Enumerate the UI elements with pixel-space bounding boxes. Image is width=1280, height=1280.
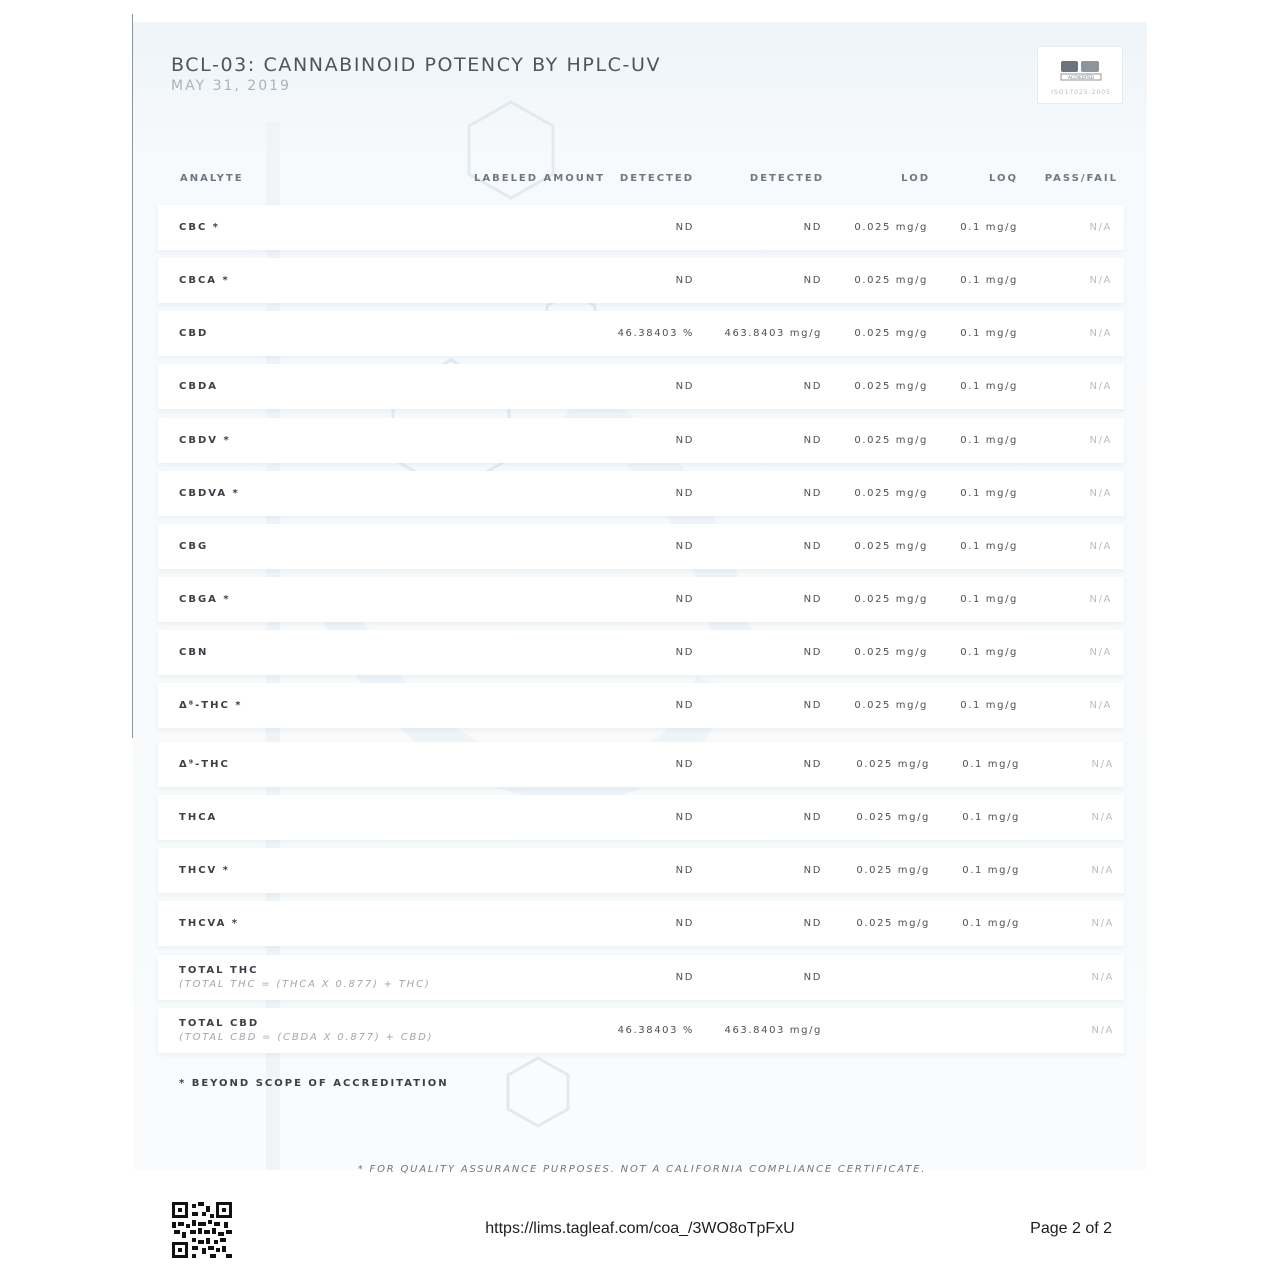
table-row xyxy=(158,364,1124,409)
qa-disclaimer xyxy=(0,1164,1280,1175)
detected-percent: ND xyxy=(675,275,694,286)
analyte-name: Δ⁹-THC xyxy=(179,759,230,770)
lod-value: 0.025 mg/g xyxy=(854,488,928,499)
table-row xyxy=(158,1008,1124,1053)
loq-value: 0.1 mg/g xyxy=(960,594,1018,605)
loq-value: 0.1 mg/g xyxy=(962,865,1020,876)
loq-value: 0.1 mg/g xyxy=(962,918,1020,929)
total-thc-label: TOTAL THC xyxy=(179,965,259,976)
pass-fail-value: N/A xyxy=(1089,700,1112,711)
table-row xyxy=(158,577,1124,622)
analyte-name xyxy=(179,964,431,992)
col-analyte: ANALYTE xyxy=(180,173,244,184)
iso-label: ISO17025:2005 xyxy=(1051,89,1111,96)
loq-value: 0.1 mg/g xyxy=(960,488,1018,499)
table-row xyxy=(158,471,1124,516)
loq-value: 0.1 mg/g xyxy=(960,435,1018,446)
detected-percent: ND xyxy=(675,488,694,499)
pass-fail-value: N/A xyxy=(1091,865,1114,876)
pass-fail-value: N/A xyxy=(1089,435,1112,446)
page-number: Page 2 of 2 xyxy=(1030,1220,1112,1237)
lod-value: 0.025 mg/g xyxy=(856,865,930,876)
pass-fail-value: N/A xyxy=(1089,328,1112,339)
loq-value: 0.1 mg/g xyxy=(960,541,1018,552)
detected-mg: ND xyxy=(803,594,822,605)
pass-fail-value: N/A xyxy=(1089,594,1112,605)
coa-url-link[interactable]: https://lims.tagleaf.com/coa_/3WO8oTpFxU xyxy=(485,1220,795,1237)
table-row xyxy=(158,848,1124,893)
lod-value: 0.025 mg/g xyxy=(856,759,930,770)
loq-value: 0.1 mg/g xyxy=(960,700,1018,711)
detected-percent: ND xyxy=(675,700,694,711)
table-row xyxy=(158,258,1124,303)
analyte-name: CBCA * xyxy=(179,275,230,286)
lod-value: 0.025 mg/g xyxy=(854,541,928,552)
pass-fail-value: N/A xyxy=(1091,918,1114,929)
detected-mg: ND xyxy=(803,381,822,392)
detected-percent: ND xyxy=(675,594,694,605)
analyte-name: CBDV * xyxy=(179,435,231,446)
detected-mg: ND xyxy=(803,435,822,446)
table-row xyxy=(158,742,1124,787)
pass-fail-value: N/A xyxy=(1089,275,1112,286)
pass-fail-value: N/A xyxy=(1091,759,1114,770)
loq-value: 0.1 mg/g xyxy=(960,381,1018,392)
detected-mg: ND xyxy=(803,812,822,823)
col-loq: LOQ xyxy=(988,173,1018,184)
accreditation-footnote: * BEYOND SCOPE OF ACCREDITATION xyxy=(179,1078,449,1089)
loq-value: 0.1 mg/g xyxy=(960,222,1018,233)
detected-mg: ND xyxy=(803,222,822,233)
col-lod: LOD xyxy=(901,173,930,184)
detected-mg: ND xyxy=(803,541,822,552)
lod-value: 0.025 mg/g xyxy=(854,594,928,605)
table-row xyxy=(158,955,1124,1000)
table-row xyxy=(158,795,1124,840)
loq-value: 0.1 mg/g xyxy=(960,647,1018,658)
detected-mg: ND xyxy=(803,865,822,876)
detected-mg: ND xyxy=(803,972,822,983)
lod-value: 0.025 mg/g xyxy=(854,435,928,446)
table-row xyxy=(158,311,1124,356)
col-pass-fail: PASS/FAIL xyxy=(1044,173,1118,184)
loq-value xyxy=(948,955,1018,1000)
detected-mg: 463.8403 mg/g xyxy=(724,328,822,339)
accreditation-logo-icon xyxy=(1059,59,1103,83)
loq-value: 0.1 mg/g xyxy=(960,275,1018,286)
analyte-name: CBGA * xyxy=(179,594,231,605)
detected-percent: ND xyxy=(675,435,694,446)
left-margin-rule xyxy=(132,14,133,738)
detected-percent: 46.38403 % xyxy=(617,1025,694,1036)
detected-percent: 46.38403 % xyxy=(617,328,694,339)
pass-fail-value: N/A xyxy=(1089,488,1112,499)
analyte-name: CBD xyxy=(179,328,209,339)
analyte-name: THCVA * xyxy=(179,918,240,929)
qr-code-icon[interactable] xyxy=(172,1202,232,1258)
pass-fail-value: N/A xyxy=(1089,222,1112,233)
table-row xyxy=(158,683,1124,728)
lod-value: 0.025 mg/g xyxy=(854,275,928,286)
table-row xyxy=(158,630,1124,675)
qa-disclaimer-text: * FOR QUALITY ASSURANCE PURPOSES. NOT A CALIFORNIA COMPLIANCE CERTIFICATE. xyxy=(357,1164,927,1175)
analyte-name: THCV * xyxy=(179,865,230,876)
detected-mg: ND xyxy=(803,918,822,929)
detected-mg: ND xyxy=(803,275,822,286)
lod-value: 0.025 mg/g xyxy=(856,918,930,929)
detected-mg: ND xyxy=(803,700,822,711)
table-row xyxy=(158,901,1124,946)
detected-percent: ND xyxy=(675,541,694,552)
lod-value: 0.025 mg/g xyxy=(856,812,930,823)
analyte-name: CBDA xyxy=(179,381,219,392)
detected-mg: ND xyxy=(803,759,822,770)
col-detected-mg: DETECTED xyxy=(749,173,824,184)
lod-value xyxy=(838,1008,928,1053)
pass-fail-value: N/A xyxy=(1091,972,1114,983)
detected-percent: ND xyxy=(675,381,694,392)
total-cbd-formula: (TOTAL CBD = (CBDA X 0.877) + CBD) xyxy=(179,1032,434,1043)
analyte-name: THCA xyxy=(179,812,218,823)
col-labeled-amount: LABELED AMOUNT xyxy=(474,173,606,184)
loq-value xyxy=(948,1008,1018,1053)
report-date: MAY 31, 2019 xyxy=(171,78,291,94)
detected-percent: ND xyxy=(675,918,694,929)
analyte-name: CBN xyxy=(179,647,209,658)
lod-value xyxy=(838,955,928,1000)
detected-mg: ND xyxy=(803,488,822,499)
loq-value: 0.1 mg/g xyxy=(962,812,1020,823)
analyte-name: Δ⁸-THC * xyxy=(179,700,243,711)
lod-value: 0.025 mg/g xyxy=(854,647,928,658)
total-cbd-label: TOTAL CBD xyxy=(179,1018,260,1029)
table-row xyxy=(158,205,1124,250)
pass-fail-value: N/A xyxy=(1089,381,1112,392)
lod-value: 0.025 mg/g xyxy=(854,222,928,233)
detected-mg: 463.8403 mg/g xyxy=(724,1025,822,1036)
col-detected-percent: DETECTED xyxy=(619,173,694,184)
lod-value: 0.025 mg/g xyxy=(854,700,928,711)
loq-value: 0.1 mg/g xyxy=(960,328,1018,339)
pass-fail-value: N/A xyxy=(1091,812,1114,823)
report-title: BCL-03: CANNABINOID POTENCY BY HPLC-UV xyxy=(171,54,662,76)
detected-percent: ND xyxy=(675,759,694,770)
total-thc-formula: (TOTAL THC = (THCA X 0.877) + THC) xyxy=(179,979,431,990)
detected-mg: ND xyxy=(803,647,822,658)
pass-fail-value: N/A xyxy=(1091,1025,1114,1036)
pass-fail-value: N/A xyxy=(1089,541,1112,552)
table-row xyxy=(158,418,1124,463)
detected-percent: ND xyxy=(675,972,694,983)
accreditation-badge xyxy=(1037,46,1123,104)
loq-value: 0.1 mg/g xyxy=(962,759,1020,770)
lod-value: 0.025 mg/g xyxy=(854,328,928,339)
table-row xyxy=(158,524,1124,569)
analyte-name: CBG xyxy=(179,541,209,552)
accreditation-label: ACCREDITED xyxy=(1068,75,1094,80)
detected-percent: ND xyxy=(675,865,694,876)
detected-percent: ND xyxy=(675,812,694,823)
detected-percent: ND xyxy=(675,222,694,233)
analyte-name: CBC * xyxy=(179,222,221,233)
pass-fail-value: N/A xyxy=(1089,647,1112,658)
detected-percent: ND xyxy=(675,647,694,658)
analyte-name xyxy=(179,1017,433,1045)
analyte-name: CBDVA * xyxy=(179,488,240,499)
lod-value: 0.025 mg/g xyxy=(854,381,928,392)
